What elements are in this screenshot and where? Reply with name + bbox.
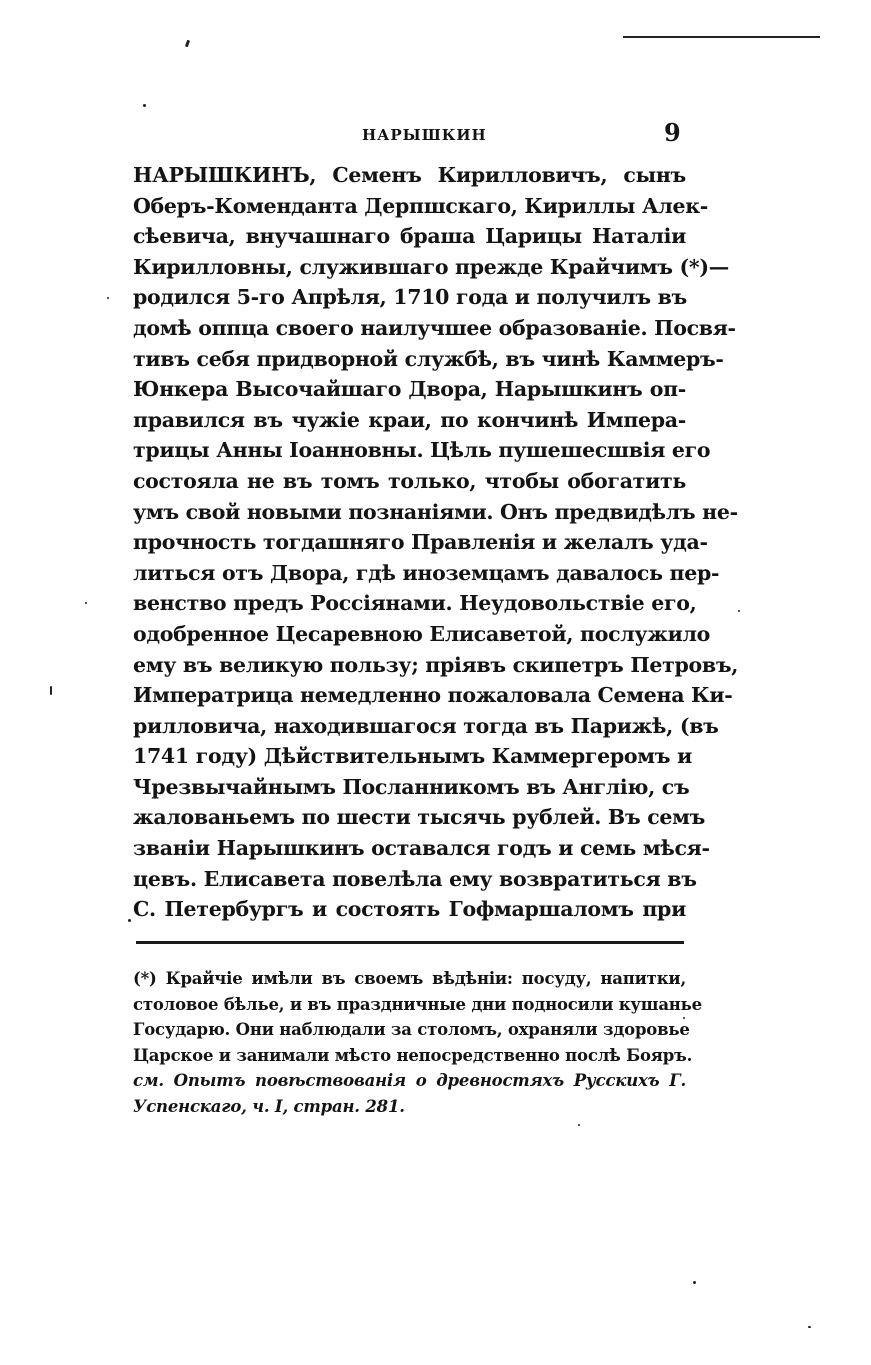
text-line: тивъ себя придворной службѣ, въ чинѣ Каммеръ-: [133, 346, 724, 371]
footnote-line: Государю. Они наблюдали за столомъ, охраняли здоровье: [133, 1020, 690, 1039]
text-line: званіи Нарышкинъ оставался годъ и семь мѣся-: [133, 836, 710, 861]
scan-speck: [143, 104, 146, 107]
scan-speck: [738, 610, 740, 612]
text-line: сѣевича, внучашнаго браша Царицы Наталіи: [133, 224, 686, 249]
scan-speck: [128, 919, 131, 922]
text-line: рилловича, находившагося тогда въ Парижѣ, (въ: [133, 713, 719, 738]
scan-speck: [185, 40, 190, 48]
footnote-line: столовое бѣлье, и въ праздничные дни подносили кушанье: [133, 994, 702, 1014]
footnote-line: Успенскаго, ч. I, стран. 281.: [133, 1096, 405, 1116]
scan-speck: [107, 297, 109, 299]
text-line: одобренное Цесаревною Елисаветой, послужило: [133, 621, 711, 646]
footnote-line: Царское и занимали мѣсто непосредственно послѣ Бояръ.: [133, 1045, 693, 1065]
text-line: домѣ оппца своего наилучшее образованіе. Посвя-: [133, 315, 736, 340]
text-line: трицы Анны Іоанновны. Цѣль пушешесшвія его: [133, 438, 711, 463]
text-line: родился 5-го Апрѣля, 1710 года и получилъ въ: [133, 285, 687, 310]
text-line: умъ свой новыми познаніями. Онъ предвидѣлъ не-: [133, 499, 738, 524]
text-line: состояла не въ томъ только, чтобы обогатить: [133, 468, 686, 493]
text-line: НАРЫШКИНЪ, Семенъ Кирилловичъ, сынъ: [133, 163, 686, 187]
scan-speck: [85, 602, 87, 604]
text-line: 1741 году) Дѣйствительнымъ Каммергеромъ и: [133, 744, 692, 769]
text-line: литься отъ Двора, гдѣ иноземцамъ давалось пер-: [133, 560, 720, 585]
text-line: Чрезвычайнымъ Посланникомъ въ Англію, съ: [133, 774, 690, 799]
scan-speck: [808, 1326, 811, 1328]
text-line: Императрица немедленно пожаловала Семена Ки-: [133, 683, 733, 708]
text-line: цевъ. Елисавета повелѣла ему возвратиться въ: [133, 866, 697, 891]
scan-speck: [693, 1281, 696, 1284]
footnote-divider: [136, 941, 684, 944]
text-line: венство предъ Россіянами. Неудовольствіе его,: [133, 591, 697, 616]
text-line: ему въ великую пользу; прiявъ скипетръ Петровъ,: [133, 652, 739, 677]
text-line: Кирилловны, служившаго прежде Крайчимъ (*)—: [133, 254, 729, 279]
text-line: жалованьемъ по шести тысячь рублей. Въ семъ: [133, 805, 706, 830]
scan-speck: [50, 686, 52, 695]
text-line: правился въ чужіе краи, по кончинѣ Импера-: [133, 407, 686, 432]
running-head: НАРЫШКИН: [362, 126, 487, 144]
footnote: [133, 966, 702, 1119]
page-number: 9: [664, 118, 681, 147]
text-line: С. Петербургъ и состоять Гофмаршаломъ при: [133, 897, 686, 922]
scan-edge-line: [623, 36, 820, 38]
main-text: [133, 160, 739, 925]
text-line: Оберъ-Коменданта Дерпшскаго, Кириллы Алек-: [133, 193, 709, 218]
scan-speck: [578, 1124, 580, 1126]
text-line: Юнкера Высочайшаго Двора, Нарышкинъ оп-: [133, 377, 686, 402]
footnote-line: см. Опытъ повѣствованія о древностяхъ Русскихъ Г.: [133, 1071, 686, 1090]
text-line: прочность тогдашняго Правленія и желалъ уда-: [133, 530, 708, 555]
footnote-line: (*) Крайчіе имѣли въ своемъ вѣдѣніи: посуду, напитки,: [133, 969, 686, 988]
